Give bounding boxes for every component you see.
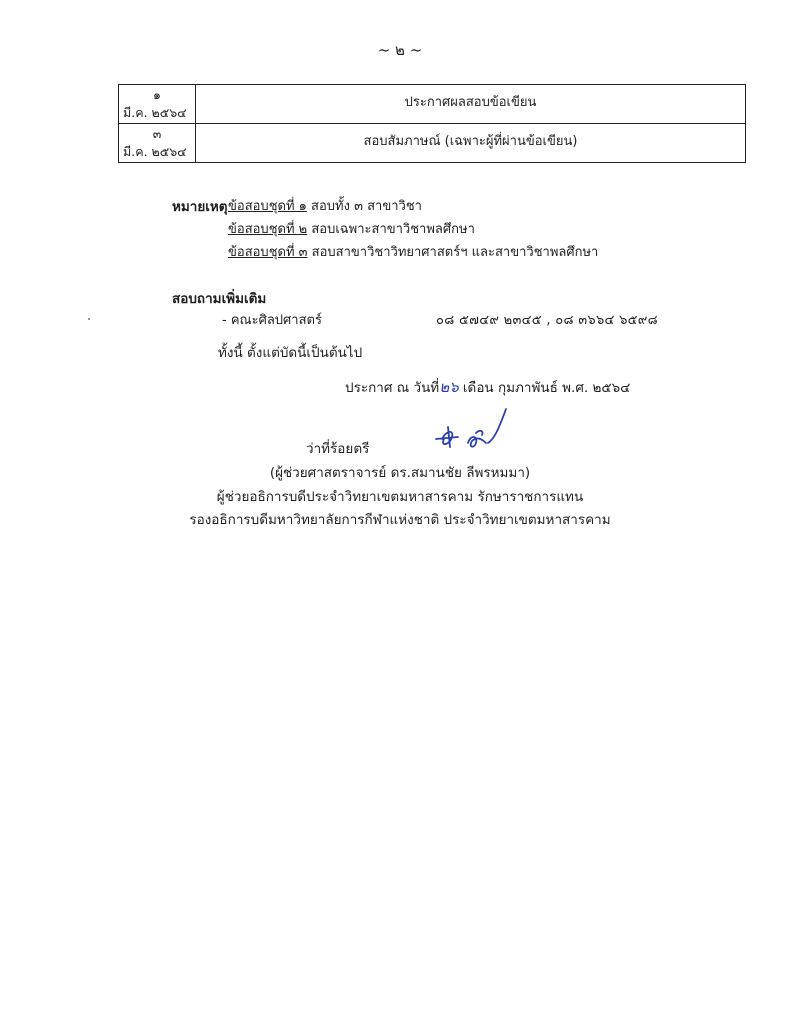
note-text: สอบทั้ง ๓ สาขาวิชา — [306, 199, 422, 214]
contact-phones: ๐๘ ๕๗๔๙ ๒๓๔๕ , ๐๘ ๓๖๖๔ ๖๕๙๘ — [436, 313, 658, 328]
date-cell — [119, 124, 196, 163]
handwritten-day: ๒๖ — [439, 378, 459, 396]
note-item — [228, 241, 598, 262]
notes-label: หมายเหตุ — [172, 199, 228, 215]
effective-statement: ทั้งนี้ ตั้งแต่บัดนี้เป็นต้นไป — [218, 345, 363, 361]
table-row — [119, 124, 746, 163]
note-item — [228, 218, 475, 239]
table-row — [119, 85, 746, 124]
announce-suffix: เดือน กุมภาพันธ์ พ.ศ. ๒๕๖๔ — [458, 380, 631, 396]
signatory-position-2: รองอธิการบดีมหาวิทยาลัยการกีฬาแห่งชาติ ประจำวิทยาเขตมหาสารคาม — [189, 512, 611, 528]
date-month-year: มี.ค. ๒๕๖๔ — [123, 105, 187, 120]
date-day: ๑ — [153, 87, 161, 102]
note-set: ข้อสอบชุดที่ ๑ — [228, 199, 307, 214]
signatory-position-1: ผู้ช่วยอธิการบดีประจำวิทยาเขตมหาสารคาม รักษาราชการแทน — [216, 489, 584, 505]
date-cell — [119, 85, 196, 124]
contact-name: - คณะศิลปศาสตร์ — [222, 313, 322, 328]
note-text: สอบสาขาวิชาวิทยาศาสตร์ฯ และสาขาวิชาพลศึกษา — [307, 245, 599, 260]
schedule-table — [118, 84, 746, 163]
announcement-date — [345, 375, 630, 399]
handwritten-signature — [432, 405, 522, 455]
date-month-year: มี.ค. ๒๕๖๔ — [123, 144, 187, 159]
stray-mark — [88, 318, 90, 320]
announce-prefix: ประกาศ ณ วันที่ — [345, 380, 440, 396]
signatory-rank: ว่าที่ร้อยตรี — [306, 441, 370, 457]
date-day: ๓ — [152, 126, 162, 141]
event-cell: สอบสัมภาษณ์ (เฉพาะผู้ที่ผ่านข้อเขียน) — [196, 124, 746, 163]
note-set: ข้อสอบชุดที่ ๒ — [228, 222, 308, 237]
note-item — [228, 195, 422, 216]
event-cell: ประกาศผลสอบข้อเขียน — [196, 85, 746, 124]
note-text: สอบเฉพาะสาขาวิชาพลศึกษา — [307, 222, 475, 237]
page-number: ~ ๒ ~ — [377, 41, 423, 59]
note-set: ข้อสอบชุดที่ ๓ — [228, 245, 308, 260]
signatory-name: (ผู้ช่วยศาสตราจารย์ ดร.สมานชัย ลีพรหมมา) — [269, 465, 531, 481]
contact-heading: สอบถามเพิ่มเติม — [172, 291, 267, 307]
